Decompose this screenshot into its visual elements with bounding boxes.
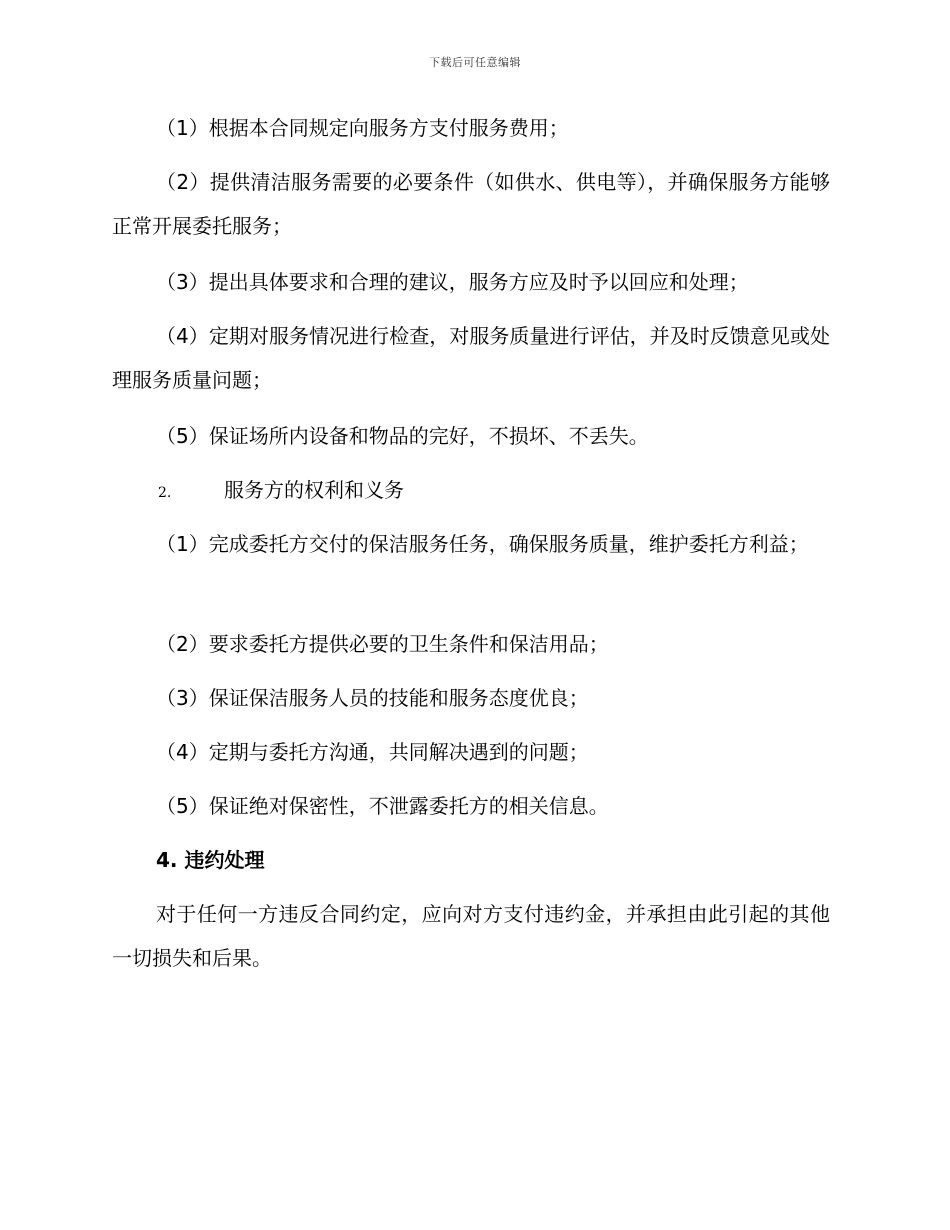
client-item-4: （4）定期对服务情况进行检查，对服务质量进行评估，并及时反馈意见或处理服务质量问题； [112, 324, 830, 392]
provider-item-2: （2）要求委托方提供必要的卫生条件和保洁用品； [156, 632, 609, 656]
client-item-1: （1）根据本合同规定向服务方支付服务费用； [156, 116, 569, 140]
provider-heading-number: 2. [158, 485, 172, 501]
provider-item-5: （5）保证绝对保密性，不泄露委托方的相关信息。 [156, 794, 609, 818]
client-item-3: （3）提出具体要求和合理的建议，服务方应及时予以回应和处理； [156, 270, 749, 294]
breach-section-body: 对于任何一方违反合同约定，应向对方支付违约金，并承担由此引起的其他一切损失和后果。 [112, 902, 830, 970]
breach-section-title: 4. 违约处理 [156, 848, 265, 872]
provider-item-1: （1）完成委托方交付的保洁服务任务，确保服务质量，维护委托方利益； [156, 532, 809, 556]
provider-heading [158, 468, 404, 515]
provider-item-3: （3）保证保洁服务人员的技能和服务态度优良； [156, 686, 589, 710]
client-item-5: （5）保证场所内设备和物品的完好，不损坏、不丢失。 [156, 424, 649, 448]
page-header: 下载后可任意编辑 [429, 56, 521, 69]
provider-item-4: （4）定期与委托方沟通，共同解决遇到的问题； [156, 740, 589, 764]
provider-heading-title: 服务方的权利和义务 [224, 478, 404, 502]
client-item-2: （2）提供清洁服务需要的必要条件（如供水、供电等），并确保服务方能够正常开展委托服务； [112, 170, 830, 238]
